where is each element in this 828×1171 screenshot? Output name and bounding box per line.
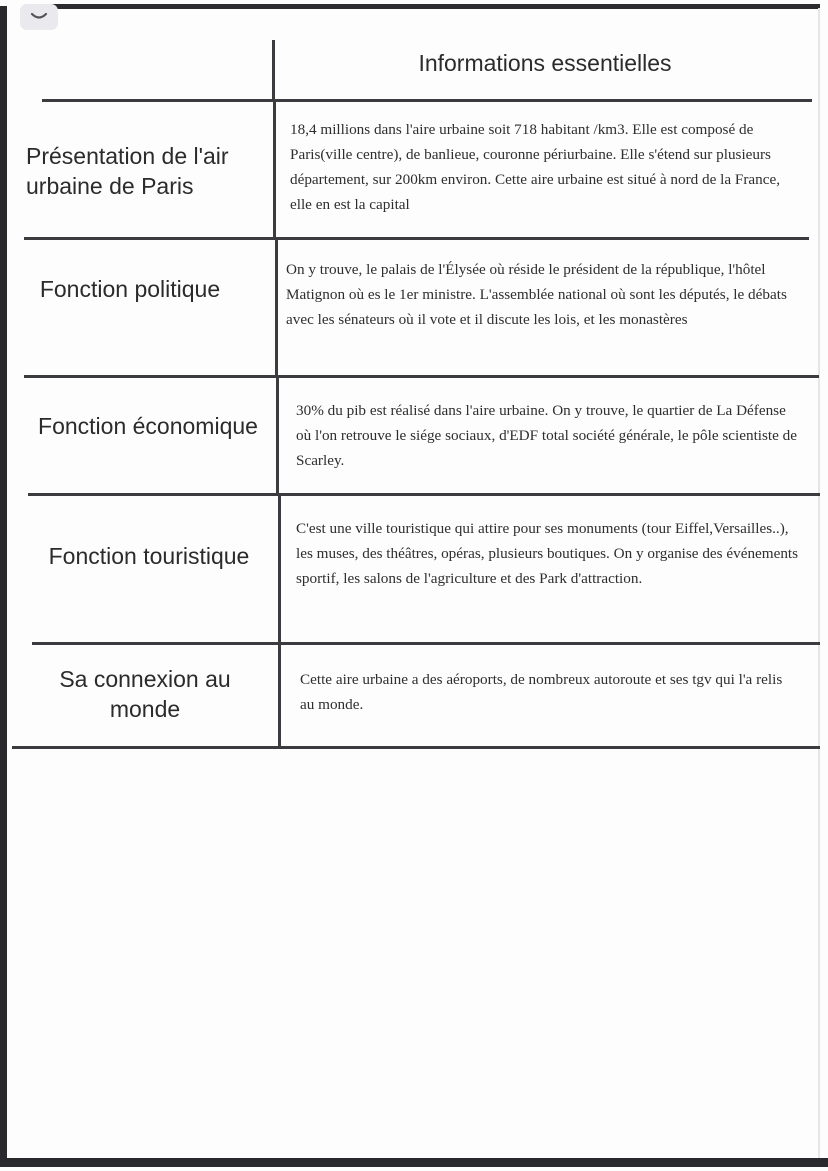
column-divider <box>276 377 279 495</box>
row-text-connexion: Cette aire urbaine a des aéroports, de nombreux autoroute et ses tgv qui l'a relis au monde. <box>300 671 783 713</box>
row-label-touristique: Fonction touristique <box>48 543 250 569</box>
row-label-economique: Fonction économique <box>38 413 258 439</box>
row-label-connexion: Sa connexion au monde <box>59 666 231 722</box>
row-text-presentation: 18,4 millions dans l'aire urbaine soit 718 habitant /km3. Elle est composé de Paris(ville centre), de banlieue, couronne périurbaine. Elle s'étend sur plusieurs département, sur 200km environ. Cette aire urbaine est situé à nord de la France, elle en est la capital <box>290 121 781 213</box>
table-header-title: Informations essentielles <box>418 50 672 76</box>
column-divider <box>275 239 278 377</box>
column-divider <box>273 101 276 239</box>
row-label-politique: Fonction politique <box>39 276 221 302</box>
row-text-economique: 30% du pib est réalisé dans l'aire urbaine. On y trouve, le quartier de La Défense où l'on retrouve le siége sociaux, d'EDF total société générale, le pôle scientiste de Scarley. <box>296 402 798 469</box>
row-text-touristique: C'est une ville touristique qui attire pour ses monuments (tour Eiffel,Versailles..), les muses, des théâtres, opéras, plusieurs boutiques. On y organise des événements sportif, les salons de l'agriculture et des Park d'attraction. <box>296 520 799 587</box>
row-rule-2 <box>24 375 819 378</box>
column-divider <box>278 644 281 748</box>
header-rule <box>42 99 812 102</box>
column-divider <box>272 40 275 100</box>
chevron-down-icon <box>30 12 48 22</box>
collapse-button[interactable] <box>20 4 58 30</box>
scan-edge-right <box>818 8 820 1158</box>
scan-edge-bottom <box>0 1158 828 1167</box>
column-divider <box>278 495 281 644</box>
row-rule-1 <box>24 237 809 240</box>
row-rule-5 <box>12 746 820 749</box>
row-rule-4 <box>32 642 820 645</box>
scan-edge-top <box>50 4 820 9</box>
row-label-presentation: Présentation de l'air urbaine de Paris <box>26 143 229 199</box>
row-rule-3 <box>28 493 820 496</box>
scan-edge-left <box>0 6 7 1166</box>
row-text-politique: On y trouve, le palais de l'Élysée où réside le président de la république, l'hôtel Matignon où es le 1er ministre. L'assemblée national où sont les députés, le débats avec les sénateurs où il vote et il discute les lois, et les monastères <box>286 261 787 328</box>
